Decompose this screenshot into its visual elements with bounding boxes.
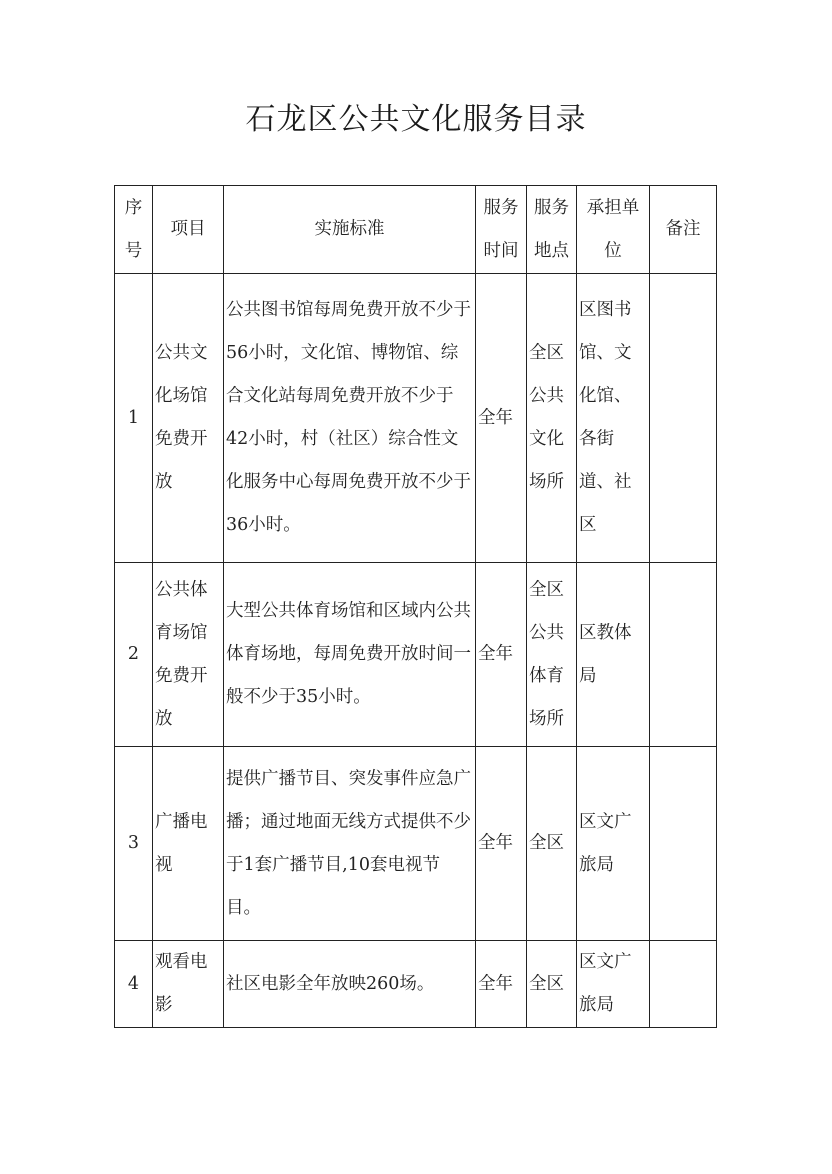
cell-item: 公共体育场馆免费开放 <box>153 563 224 747</box>
header-remark: 备注 <box>650 186 717 274</box>
table-row <box>115 563 717 747</box>
cell-time: 全年 <box>476 941 527 1028</box>
cell-place: 全区公共文化场所 <box>527 274 577 563</box>
cell-standard: 大型公共体育场馆和区域内公共体育场地，每周免费开放时间一般不少于35小时。 <box>224 563 476 747</box>
table-row <box>115 747 717 941</box>
cell-item: 广播电视 <box>153 747 224 941</box>
cell-item: 公共文化场馆免费开放 <box>153 274 224 563</box>
service-catalog-table <box>114 185 717 1028</box>
cell-time: 全年 <box>476 563 527 747</box>
header-unit: 承担单位 <box>577 186 650 274</box>
cell-seq: 2 <box>115 563 153 747</box>
cell-place: 全区 <box>527 941 577 1028</box>
cell-seq: 3 <box>115 747 153 941</box>
header-standard: 实施标准 <box>224 186 476 274</box>
header-seq: 序号 <box>115 186 153 274</box>
cell-time: 全年 <box>476 747 527 941</box>
cell-standard: 公共图书馆每周免费开放不少于56小时，文化馆、博物馆、综合文化站每周免费开放不少于42小时，村（社区）综合性文化服务中心每周免费开放不少于36小时。 <box>224 274 476 563</box>
cell-remark <box>650 941 717 1028</box>
cell-seq: 4 <box>115 941 153 1028</box>
cell-item: 观看电影 <box>153 941 224 1028</box>
table-header-row <box>115 186 717 274</box>
cell-remark <box>650 274 717 563</box>
cell-seq: 1 <box>115 274 153 563</box>
cell-standard: 社区电影全年放映260场。 <box>224 941 476 1028</box>
cell-unit: 区文广旅局 <box>577 941 650 1028</box>
table-row <box>115 274 717 563</box>
header-item: 项目 <box>153 186 224 274</box>
header-time: 服务时间 <box>476 186 527 274</box>
cell-unit: 区图书馆、文化馆、各街道、社区 <box>577 274 650 563</box>
header-place: 服务地点 <box>527 186 577 274</box>
cell-unit: 区文广旅局 <box>577 747 650 941</box>
table-row <box>115 941 717 1028</box>
cell-place: 全区 <box>527 747 577 941</box>
page-title: 石龙区公共文化服务目录 <box>245 102 587 137</box>
cell-standard: 提供广播节目、突发事件应急广播；通过地面无线方式提供不少于1套广播节目,10套电视节目。 <box>224 747 476 941</box>
cell-unit: 区教体局 <box>577 563 650 747</box>
cell-remark <box>650 563 717 747</box>
cell-place: 全区公共体育场所 <box>527 563 577 747</box>
cell-remark <box>650 747 717 941</box>
cell-time: 全年 <box>476 274 527 563</box>
